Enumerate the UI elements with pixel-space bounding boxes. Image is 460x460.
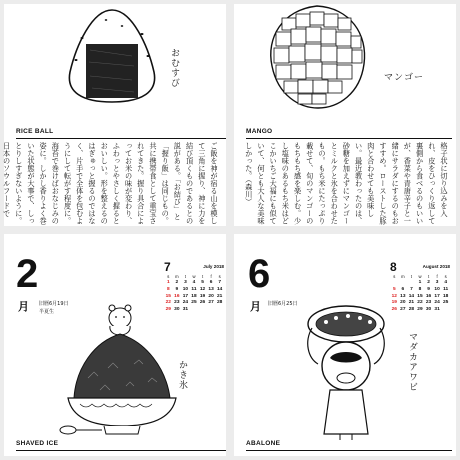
calendar-day: 22 [165, 300, 171, 306]
calendar-day: 19 [199, 293, 206, 299]
calendar-day: 29 [417, 306, 423, 312]
sekki-label: 半夏生 [39, 309, 55, 315]
calendar-day: 1 [166, 280, 170, 286]
weekday-header: s [393, 273, 396, 279]
mini-calendar-title: August 2018 [422, 264, 450, 269]
calendar-day [198, 306, 207, 313]
rice-ball-rule [16, 138, 226, 139]
calendar-day: 23 [425, 300, 432, 306]
weekday-header: s [218, 273, 221, 279]
calendar-day: 12 [391, 293, 397, 299]
calendar-day: 29 [165, 306, 171, 312]
weekday-header: f [210, 273, 212, 279]
lunar-date: 旧暦6月19日 [39, 301, 69, 307]
calendar-day: 17 [182, 293, 189, 299]
calendar-day: 18 [443, 293, 449, 299]
lunar-date: 旧暦6月25日 [268, 301, 298, 307]
calendar-day: 7 [218, 280, 222, 286]
big-day-number: 6 [248, 252, 271, 296]
calendar-day: 4 [192, 280, 196, 286]
calendar-day: 28 [408, 306, 415, 312]
mango-text: 格子状に切り込みを入れ、皮をひっくり返して裏側から食べるのもいいが、香菜や青唐辛子と一緒にサラダにするのもおすすめ。ローストした豚肉と合わせても美味しい。最近教わったのは、砂糖を加えずにマンゴーとミルクと氷を合わせたもの。もち米にたっぷり載せて、旬のマンゴーのもちもち感を楽しむ。少し塩味のあるもち米はどこかいちご大福にも似ていて、何とも大人な美味しかった。（森川） [244, 142, 449, 225]
calendar-day: 9 [175, 286, 179, 292]
calendar-day: 10 [434, 286, 440, 292]
abalone-caption: ABALONE [246, 440, 281, 447]
calendar-day: 31 [434, 306, 440, 312]
calendar-day [441, 306, 450, 313]
calendar-day [215, 306, 224, 313]
weekday-header: t [427, 273, 430, 279]
calendar-day: 6 [209, 280, 213, 286]
abalone-card [234, 234, 456, 456]
month-kanji: 月 [250, 300, 261, 313]
calendar-day: 19 [391, 300, 397, 306]
calendar-day: 2 [427, 280, 430, 286]
calendar-day: 11 [191, 286, 197, 292]
abalone-illustration [294, 302, 404, 442]
mango-rule [246, 138, 452, 139]
weekday-header: w [192, 273, 196, 279]
calendar-day: 26 [391, 306, 397, 312]
calendar-day: 14 [408, 293, 415, 299]
rice-ball-caption: RICE BALL [16, 128, 54, 135]
calendar-day: 27 [208, 300, 214, 306]
mango-illustration [262, 4, 372, 112]
calendar-day: 25 [443, 300, 449, 306]
calendar-day [207, 306, 216, 313]
shaved-ice-caption: SHAVED ICE [16, 440, 59, 447]
calendar-day: 16 [174, 293, 180, 299]
weekday-header: m [175, 273, 179, 279]
calendar-day: 5 [392, 286, 396, 292]
calendar-day: 22 [417, 300, 423, 306]
calendar-day: 30 [425, 306, 432, 312]
calendar-day: 8 [166, 286, 170, 292]
calendar-day: 26 [199, 300, 206, 306]
calendar-day: 30 [174, 306, 180, 312]
mango-hand-label: マンゴー [384, 73, 425, 83]
calendar-day: 18 [191, 293, 197, 299]
calendar-day: 17 [434, 293, 440, 299]
calendar-day: 6 [401, 286, 405, 292]
calendar-day: 3 [184, 280, 187, 286]
calendar-day [399, 280, 408, 287]
calendar-day: 15 [417, 293, 423, 299]
month-kanji: 月 [18, 300, 29, 313]
calendar-day: 27 [400, 306, 406, 312]
shaved-ice-card [4, 234, 226, 456]
rice-ball-card [4, 4, 226, 226]
mini-calendar-title: July 2018 [203, 264, 224, 269]
calendar-day: 9 [427, 286, 430, 292]
calendar-day [390, 280, 399, 287]
calendar-day: 28 [217, 300, 223, 306]
mini-calendar-month-number: 8 [390, 260, 397, 274]
rice-ball-hand-label: おむすび [169, 48, 179, 88]
weekday-header: f [436, 273, 438, 279]
calendar-day: 2 [175, 280, 179, 286]
shaved-ice-rule [16, 450, 226, 451]
weekday-header: t [184, 273, 186, 279]
calendar-day: 15 [165, 293, 171, 299]
mini-calendar-month-number: 7 [164, 260, 171, 274]
calendar-day: 23 [174, 300, 180, 306]
weekday-header: m [401, 273, 405, 279]
calendar-day: 12 [199, 286, 206, 292]
mango-card [234, 4, 456, 226]
calendar-day: 7 [410, 286, 413, 292]
calendar-day: 16 [425, 293, 432, 299]
weekday-header: s [444, 273, 447, 279]
calendar-day: 20 [400, 300, 406, 306]
shaved-ice-hand-label: かき氷 [177, 360, 187, 390]
mango-caption: MANGO [246, 128, 273, 135]
rice-ball-text: ご飯を神が宿る山を模して三角に握り、神に力を結び頂くものであるとの説がある。「お結び」と「握り飯」は同じもの。共に携帯食として重宝されてきた。握り具合によってお米の味が変わり、ふわっとやさしく握るとおいしい。形を整えるのはぎゅっと握るのではなく、片手で全体を包むようにして転がす程度に。海苔で巻けばおなじみの姿に。しかし香りよく巻いた状態が大事で、しっとりしすぎないように。日本のソウルフードで [2, 142, 219, 225]
calendar-day [407, 280, 416, 287]
calendar-day: 31 [182, 306, 189, 312]
calendar-day: 24 [182, 300, 189, 306]
weekday-header: t [201, 273, 204, 279]
calendar-day: 13 [400, 293, 406, 299]
abalone-rule [246, 450, 452, 451]
big-day-number: 2 [16, 252, 39, 296]
calendar-day: 11 [443, 286, 449, 292]
calendar-day: 14 [217, 286, 223, 292]
abalone-hand-label: マダカアワビ [407, 332, 417, 392]
weekday-header: w [418, 273, 422, 279]
calendar-day: 21 [217, 293, 223, 299]
calendar-day: 10 [182, 286, 189, 292]
calendar-day: 3 [435, 280, 439, 286]
calendar-day: 5 [201, 280, 204, 286]
calendar-day: 20 [208, 293, 214, 299]
calendar-day: 24 [434, 300, 440, 306]
calendar-day: 8 [418, 286, 422, 292]
calendar-day: 25 [191, 300, 197, 306]
rice-ball-illustration [62, 6, 162, 106]
calendar-day: 4 [444, 280, 448, 286]
calendar-day: 21 [408, 300, 415, 306]
weekday-header: s [167, 273, 170, 279]
calendar-day: 13 [208, 286, 214, 292]
weekday-header: t [410, 273, 412, 279]
calendar-day: 1 [418, 280, 422, 286]
shaved-ice-illustration [54, 298, 194, 438]
